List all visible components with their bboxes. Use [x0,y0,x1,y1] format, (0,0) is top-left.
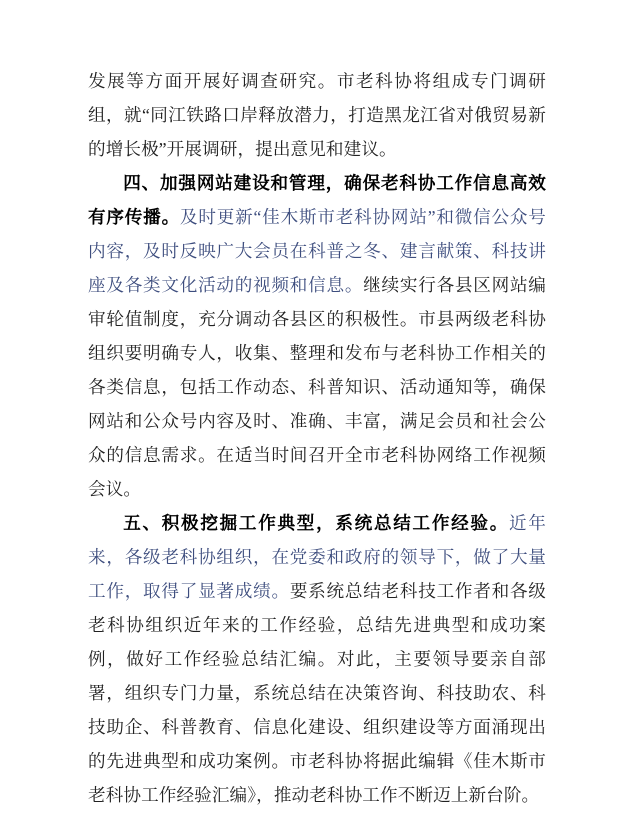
section-4-emphasis-text: 及时更新“佳木斯市老科协网站”和微信公众号内容，及时反映广大会员在科普之冬、建言献策、科技讲座及各类文化活动的视频和信息。 [88,207,546,295]
paragraph-text: 发展等方面开展好调查研究。市老科协将组成专门调研组，就“同江铁路口岸释放潜力，打造黑龙江省对俄贸易新的增长极”开展调研，提出意见和建议。 [88,71,546,159]
section-4-heading: 四、加强网站建设和管理，确保老科协工作信息高效有序传播。 [88,173,546,227]
paragraph-section-4 [88,166,546,506]
paragraph-section-5 [88,506,546,812]
section-5-heading: 五、积极挖掘工作典型，系统总结工作经验。 [123,513,509,533]
paragraph-continuation [88,64,546,166]
section-5-emphasis-text: 近年来，各级老科协组织，在党委和政府的领导下，做了大量工作，取得了显著成绩。 [88,513,546,601]
section-5-body-text: 要系统总结老科技工作者和各级老科协组织近年来的工作经验，总结先进典型和成功案例，做好工作经验总结汇编。对此，主要领导要亲自部署，组织专门力量，系统总结在决策咨询、科技助农、科技助企、科普教育、信息化建设、组织建设等方面涌现出的先进典型和成功案例。市老科协将据此编辑《佳木斯市老科协工作经验汇编》，推动老科协工作不断迈上新台阶。 [88,581,546,805]
section-4-body-text: 继续实行各县区网站编审轮值制度，充分调动各县区的积极性。市县两级老科协组织要明确专人，收集、整理和发布与老科协工作相关的各类信息，包括工作动态、科普知识、活动通知等，确保网站和公众号内容及时、准确、丰富，满足会员和社会公众的信息需求。在适当时间召开全市老科协网络工作视频会议。 [88,275,546,499]
